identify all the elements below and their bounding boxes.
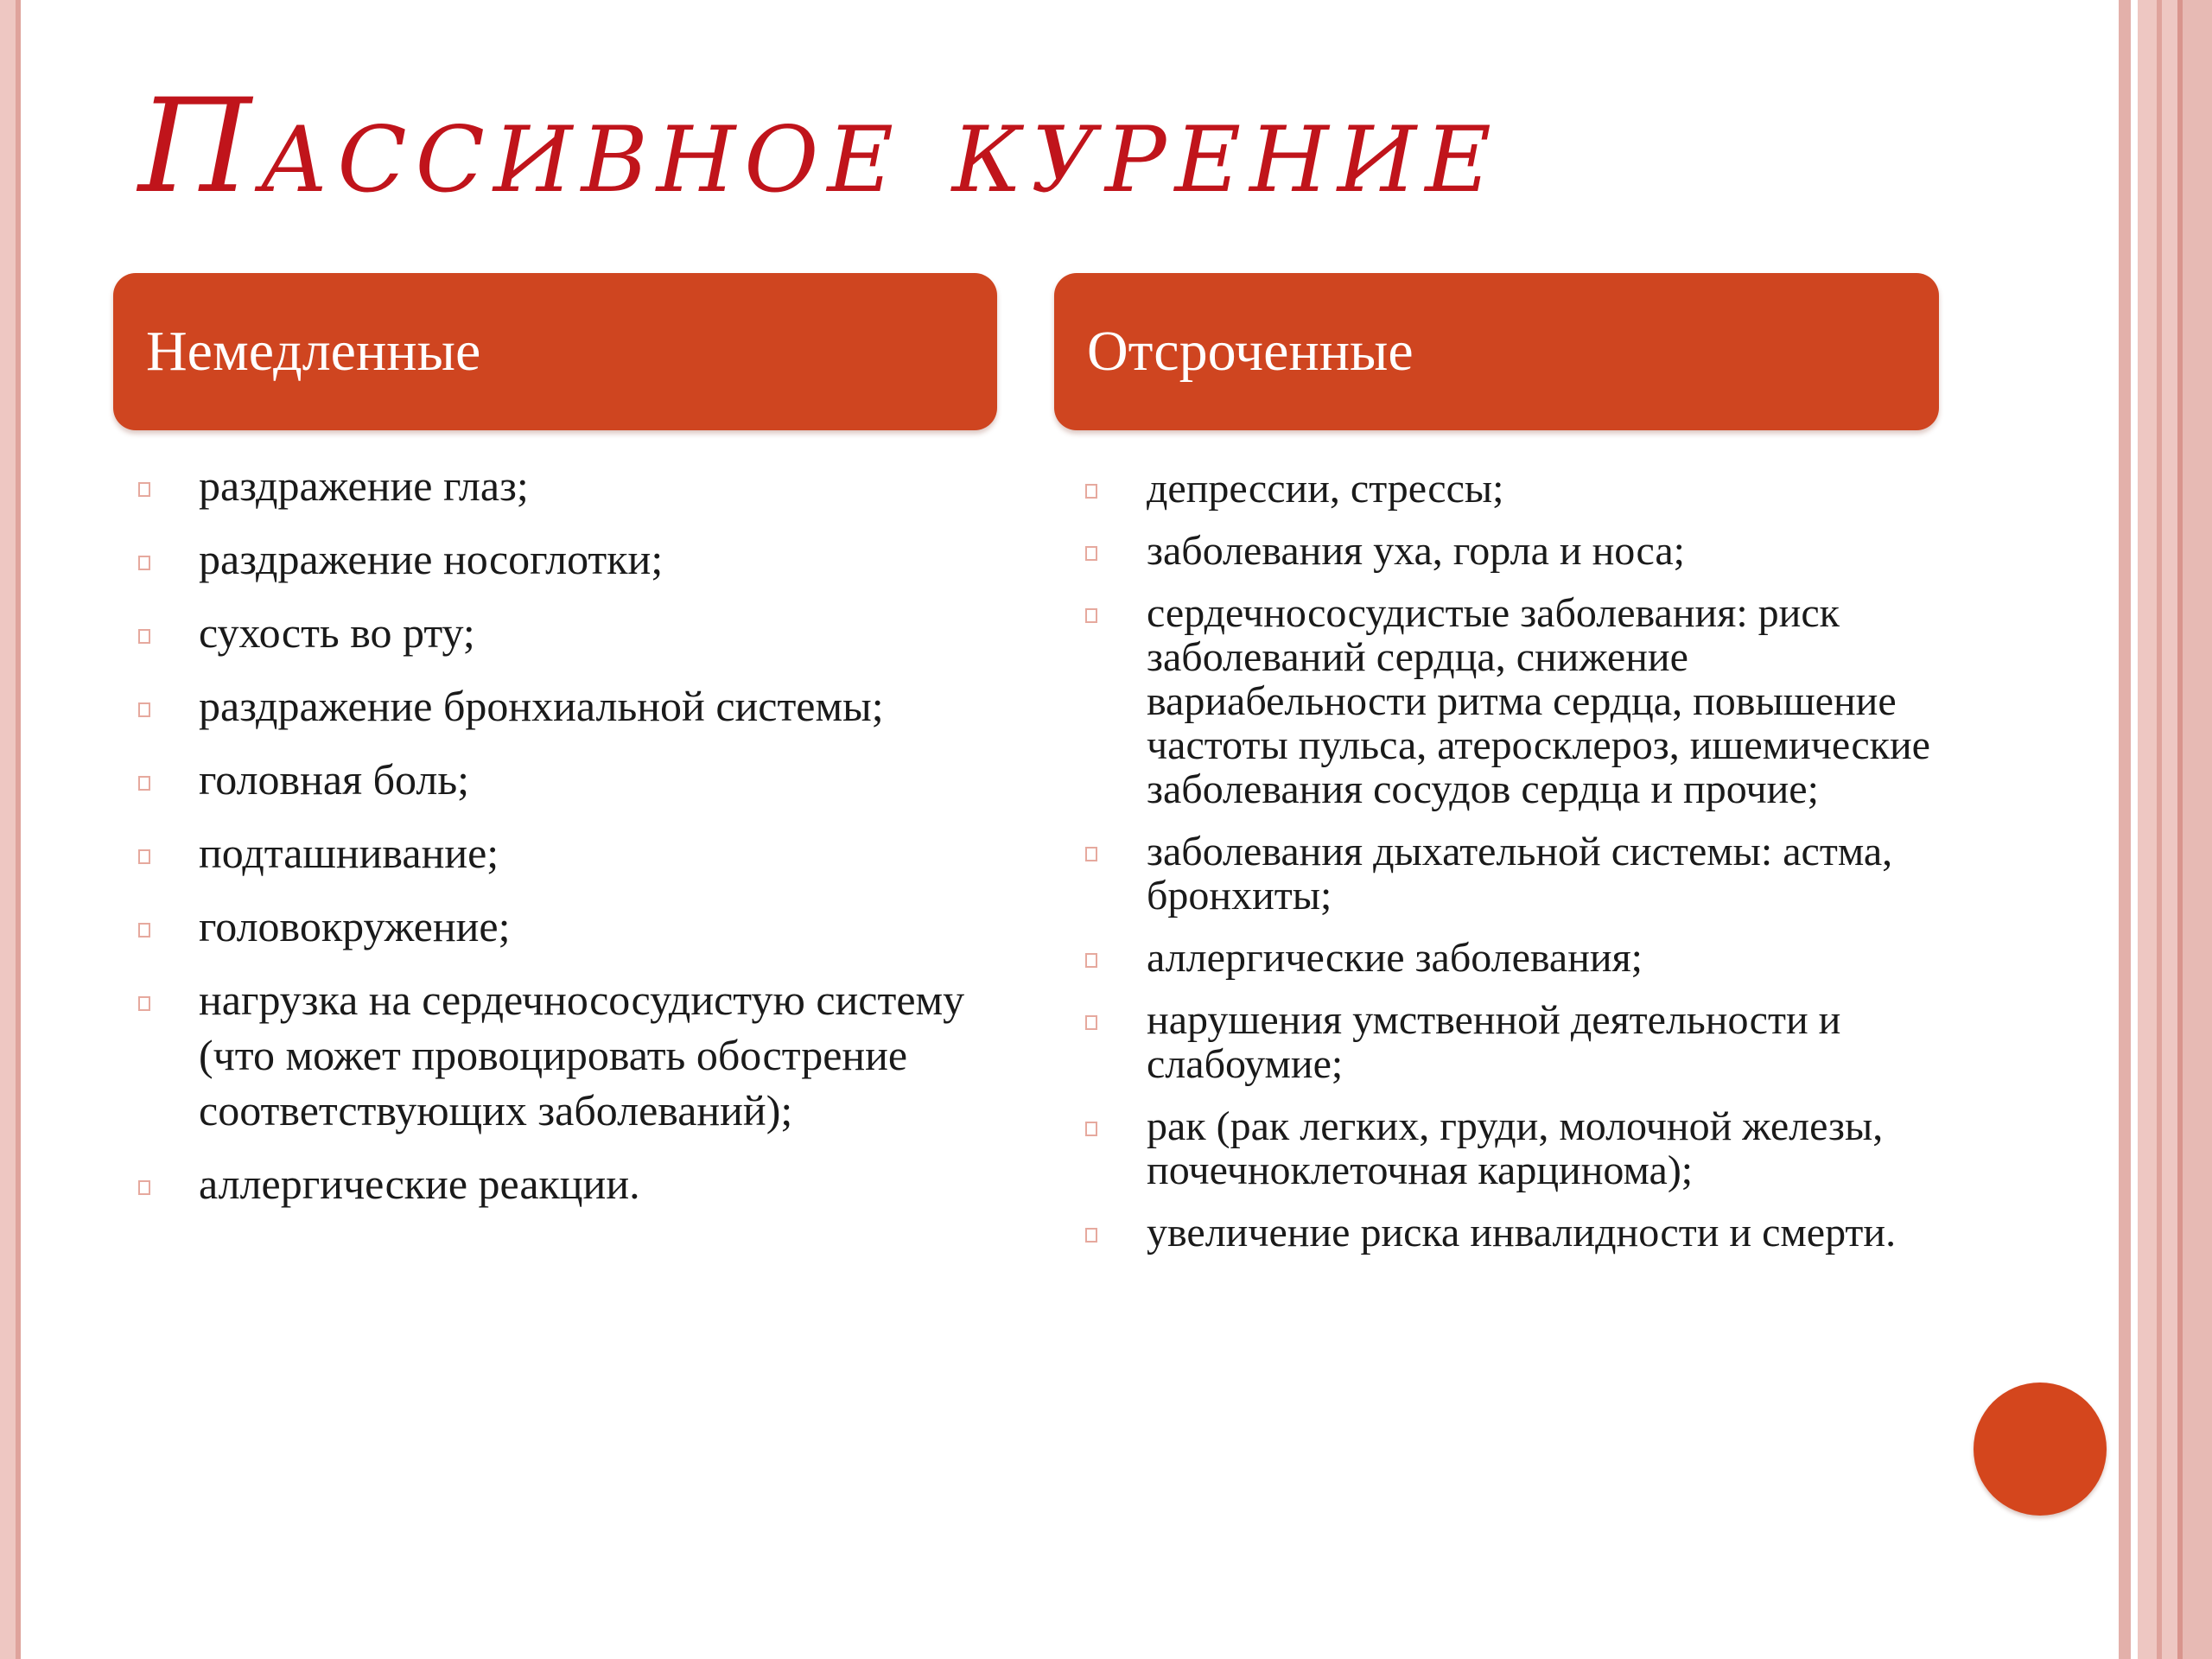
right-stripe [2131, 0, 2138, 1659]
list-item [135, 458, 999, 513]
list-item-text: раздражение бронхиальной системы; [199, 682, 884, 730]
list-item-text: головная боль; [199, 755, 470, 804]
bullet-icon [138, 482, 150, 497]
list-item-text: депрессии, стрессы; [1147, 466, 1504, 512]
bullet-icon [1085, 1015, 1097, 1030]
column-header-delayed: Отсроченные [1054, 273, 1939, 430]
list-item-text: нарушения умственной деятельности и слабоумие; [1147, 997, 1841, 1087]
column-header-immediate: Немедленные [113, 273, 997, 430]
left-border-gap [21, 0, 26, 1659]
list-item-text: аллергические заболевания; [1147, 935, 1643, 981]
bullet-icon [1085, 847, 1097, 861]
bullet-icon [1085, 1228, 1097, 1243]
right-stripe [2138, 0, 2157, 1659]
right-stripe [2119, 0, 2131, 1659]
list-item [135, 605, 999, 660]
list-item [135, 752, 999, 807]
bullet-icon [1085, 1122, 1097, 1136]
right-stripe [2162, 0, 2177, 1659]
list-item-text: нагрузка на сердечнососудистую систему (что может провоцировать обострение соответствующих заболеваний); [199, 976, 965, 1135]
list-item [135, 1156, 999, 1211]
bullet-icon [1085, 608, 1097, 623]
list-item [1082, 936, 1946, 980]
bullet-icon [138, 1180, 150, 1195]
list-item-text: головокружение; [199, 902, 511, 950]
list-item [1082, 998, 1946, 1086]
list-item [135, 531, 999, 587]
circle-decoration [1974, 1382, 2107, 1516]
left-border-stripe [0, 0, 16, 1659]
list-item-text: аллергические реакции. [199, 1160, 640, 1208]
list-item-text: рак (рак легких, груди, молочной железы, почечноклеточная карцинома); [1147, 1103, 1884, 1193]
list-item [135, 678, 999, 734]
slide-title: Пассивное курение [138, 72, 1500, 222]
list-item-text: сердечнососудистые заболевания: риск заболеваний сердца, снижение вариабельности ритма сердца, повышение частоты пульса, атеросклероз, ишемические заболевания сосудов сердца и прочие; [1147, 590, 1930, 812]
list-item [1082, 1104, 1946, 1192]
right-stripe [2183, 0, 2212, 1659]
right-border-stripes [2119, 0, 2212, 1659]
bullet-icon [138, 629, 150, 644]
bullet-icon [138, 702, 150, 717]
list-item-text: заболевания уха, горла и носа; [1147, 528, 1685, 574]
delayed-effects-list [1082, 467, 1946, 1273]
bullet-icon [138, 776, 150, 791]
list-item [1082, 529, 1946, 573]
list-item-text: сухость во рту; [199, 608, 475, 657]
list-item-text: увеличение риска инвалидности и смерти. [1147, 1210, 1897, 1255]
list-item [1082, 467, 1946, 511]
bullet-icon [1085, 953, 1097, 968]
bullet-icon [1085, 546, 1097, 561]
list-item-text: заболевания дыхательной системы: астма, бронхиты; [1147, 829, 1893, 918]
bullet-icon [138, 923, 150, 938]
list-item [135, 899, 999, 954]
immediate-effects-list [135, 458, 999, 1230]
list-item [1082, 591, 1946, 811]
bullet-icon [138, 849, 150, 864]
list-item-text: раздражение носоглотки; [199, 535, 664, 583]
list-item-text: раздражение глаз; [199, 461, 529, 510]
list-item [135, 972, 999, 1138]
bullet-icon [138, 996, 150, 1011]
bullet-icon [1085, 484, 1097, 499]
bullet-icon [138, 556, 150, 570]
list-item-text: подташнивание; [199, 829, 499, 877]
list-item [1082, 830, 1946, 918]
list-item [135, 825, 999, 880]
list-item [1082, 1211, 1946, 1255]
